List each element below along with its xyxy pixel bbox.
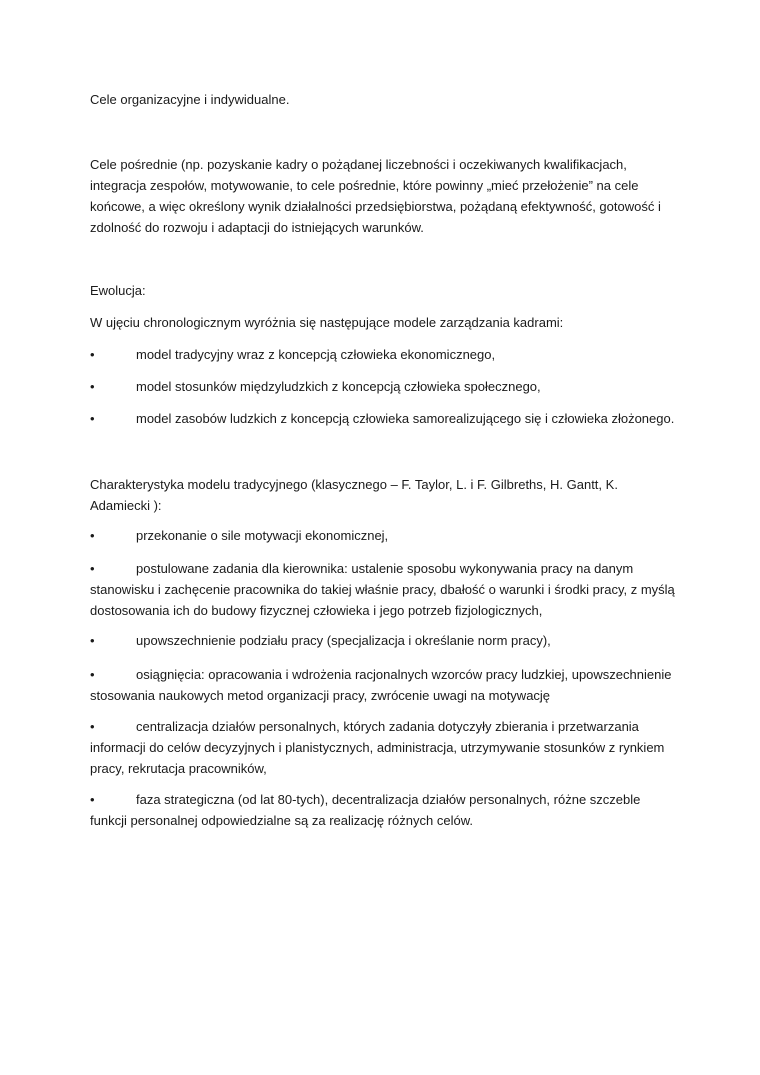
traditional-item: faza strategiczna (od lat 80-tych), decentralizacja działów personalnych, różne szczeble (136, 792, 641, 807)
traditional-heading-line: Adamiecki ): (90, 498, 162, 513)
traditional-item-block (90, 789, 680, 831)
goals-line: zdolność do rozwoju i adaptacji do istniejących warunków. (90, 220, 424, 235)
bullet-icon: • (90, 347, 95, 362)
bullet-icon: • (90, 633, 95, 648)
traditional-item-continuation: stosowania naukowych metod organizacji pracy, zwrócenie uwagi na motywację (90, 688, 551, 703)
goals-paragraph (90, 154, 680, 238)
traditional-heading-line: Charakterystyka modelu tradycyjnego (klasycznego – F. Taylor, L. i F. Gilbreths, H. Gantt, K. (90, 477, 618, 492)
traditional-item: centralizacja działów personalnych, których zadania dotyczyły zbierania i przetwarzania (136, 719, 639, 734)
goals-line: końcowe, a więc określony wynik działalności przedsiębiorstwa, pożądaną efektywność, gotowość i (90, 199, 661, 214)
bullet-icon: • (90, 561, 95, 576)
traditional-item-continuation: dostosowania ich do budowy fizycznej człowieka i jego potrzeb fizjologicznych, (90, 603, 543, 618)
bullet-icon: • (90, 411, 95, 426)
bullet-icon: • (90, 667, 95, 682)
evolution-intro: W ujęciu chronologicznym wyróżnia się następujące modele zarządzania kadrami: (90, 315, 564, 330)
traditional-item-block (90, 716, 680, 779)
traditional-heading (90, 474, 680, 516)
bullet-icon: • (90, 379, 95, 394)
bullet-icon: • (90, 528, 95, 543)
evolution-heading: Ewolucja: (90, 283, 146, 298)
traditional-item: przekonanie o sile motywacji ekonomicznej, (136, 528, 389, 543)
evolution-item: model tradycyjny wraz z koncepcją człowieka ekonomicznego, (136, 347, 496, 362)
traditional-item-continuation: pracy, rekrutacja pracowników, (90, 761, 267, 776)
traditional-item-continuation: stanowisku i zachęcenie pracownika do takiej właśnie pracy, dbałość o warunki i środki pracy, z myślą (90, 582, 675, 597)
goals-line: integracja zespołów, motywowanie, to cele pośrednie, które powinny „mieć przełożenie” na cele (90, 178, 639, 193)
traditional-item: upowszechnienie podziału pracy (specjalizacja i określanie norm pracy), (136, 633, 551, 648)
traditional-item: postulowane zadania dla kierownika: ustalenie sposobu wykonywania pracy na danym (136, 561, 634, 576)
traditional-item-continuation: informacji do celów decyzyjnych i planistycznych, administracja, utrzymywanie stosunków z rynkiem (90, 740, 665, 755)
traditional-item-continuation: funkcji personalnej odpowiedzialne są za realizację różnych celów. (90, 813, 473, 828)
evolution-item: model stosunków międzyludzkich z koncepcją człowieka społecznego, (136, 379, 541, 394)
traditional-item-block (90, 558, 680, 621)
traditional-item: osiągnięcia: opracowania i wdrożenia racjonalnych wzorców pracy ludzkiej, upowszechnienie (136, 667, 672, 682)
bullet-icon: • (90, 719, 95, 734)
document-title: Cele organizacyjne i indywidualne. (90, 92, 290, 107)
evolution-item: model zasobów ludzkich z koncepcją człowieka samorealizującego się i człowieka złożonego. (136, 411, 675, 426)
bullet-icon: • (90, 792, 95, 807)
traditional-item-block (90, 664, 680, 706)
goals-line: Cele pośrednie (np. pozyskanie kadry o pożądanej liczebności i oczekiwanych kwalifikacjach, (90, 157, 627, 172)
